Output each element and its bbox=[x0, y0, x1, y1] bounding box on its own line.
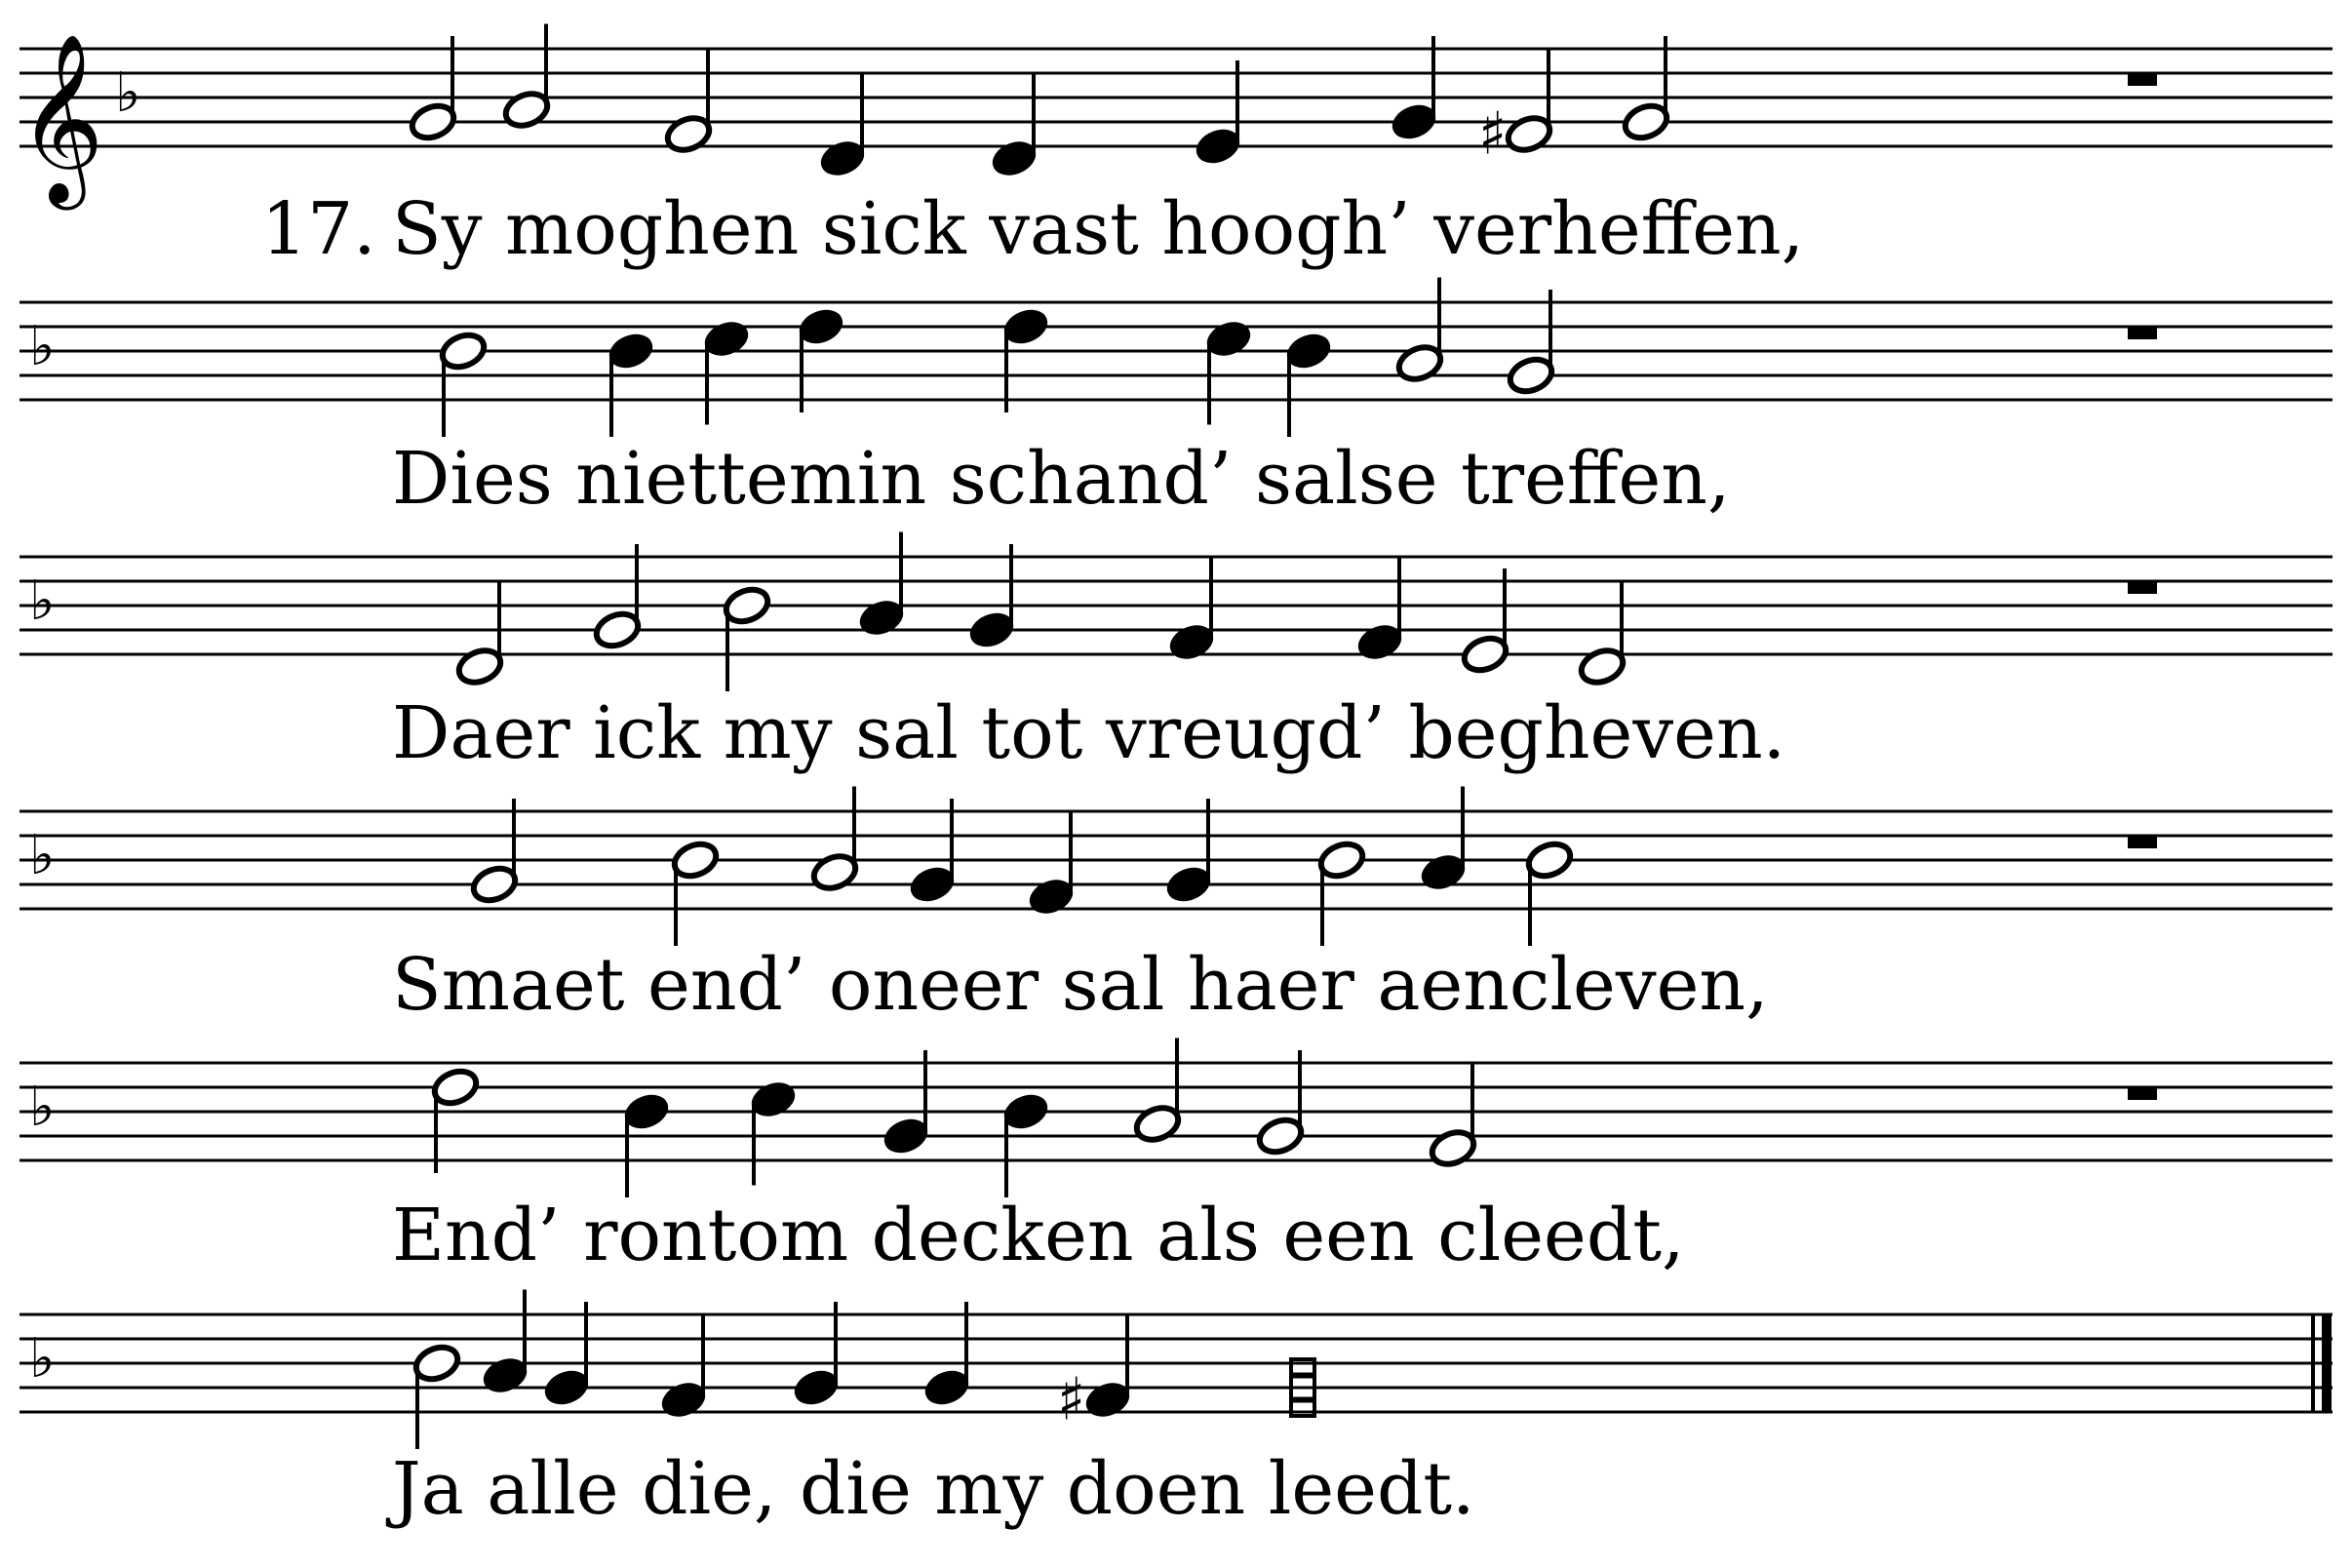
half-rest bbox=[2128, 327, 2157, 339]
lyric-line-4: Smaet end’ oneer sal haer aencleven, bbox=[392, 943, 1769, 1027]
flat-sign: ♭ bbox=[29, 569, 56, 633]
treble-clef: 𝄞 bbox=[18, 33, 104, 203]
flat-sign: ♭ bbox=[115, 61, 141, 125]
sharp-sign: ♯ bbox=[1057, 1365, 1086, 1434]
half-rest bbox=[2128, 1087, 2157, 1100]
flat-sign: ♭ bbox=[29, 1076, 56, 1139]
lyric-line-2: Dies niettemin schand’ salse treffen, bbox=[392, 437, 1731, 521]
sharp-sign: ♯ bbox=[1478, 99, 1508, 169]
half-rest bbox=[2128, 581, 2157, 594]
verse-number: 17. bbox=[261, 187, 376, 271]
half-rest bbox=[2128, 836, 2157, 848]
flat-sign: ♭ bbox=[29, 315, 56, 378]
half-rest bbox=[2128, 73, 2157, 86]
lyric-line-5: End’ rontom decken als een cleedt, bbox=[392, 1194, 1685, 1277]
flat-sign: ♭ bbox=[29, 824, 56, 887]
lyric-line-1: Sy moghen sick vast hoogh’ verheffen, bbox=[392, 187, 1805, 271]
lyric-line-3: Daer ick my sal tot vreugd’ begheven. bbox=[392, 691, 1786, 775]
lyric-line-6: Ja alle die, die my doen leedt. bbox=[392, 1447, 1475, 1531]
flat-sign: ♭ bbox=[29, 1327, 56, 1391]
